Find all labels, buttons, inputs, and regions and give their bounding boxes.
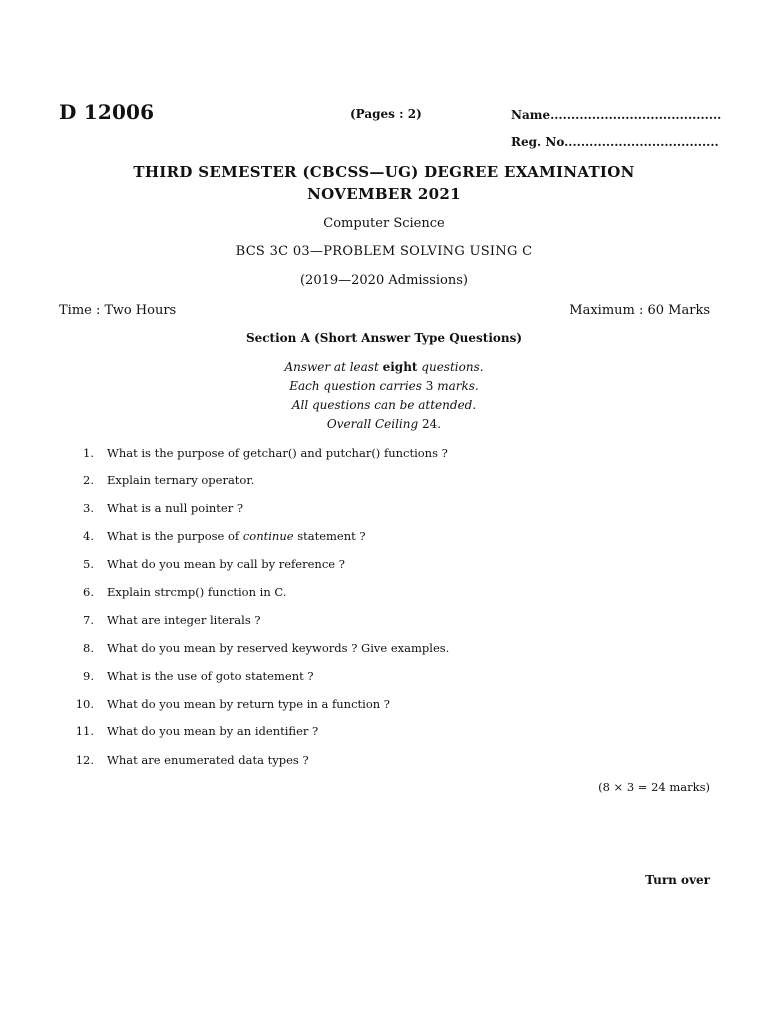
question-text: What is the use of goto statement ?: [107, 669, 314, 683]
instruction-emphasis: eight: [382, 360, 418, 374]
turn-over: Turn over: [645, 873, 710, 887]
question-text-part: statement ?: [297, 529, 366, 543]
question-number: 2.: [83, 473, 94, 487]
section-title: Section A (Short Answer Type Questions): [245, 331, 523, 345]
paper-title: BCS 3C 03—PROBLEM SOLVING USING C: [235, 244, 533, 259]
instruction-text: Answer at least: [284, 360, 379, 374]
exam-code: D 12006: [59, 100, 155, 124]
exam-month: NOVEMBER 2021: [307, 185, 461, 203]
section-marks: (8 × 3 = 24 marks): [598, 780, 710, 794]
instruction-text: Each question carries: [289, 379, 422, 393]
time-allowed: Time : Two Hours: [59, 303, 177, 318]
question-number: 5.: [83, 557, 94, 571]
instruction-text: Overall Ceiling: [326, 417, 419, 431]
question-text: Explain ternary operator.: [107, 473, 255, 487]
instruction-line: [0, 398, 768, 412]
question-text: What is the purpose of getchar() and putchar() functions ?: [107, 446, 448, 460]
instruction-line: [0, 417, 768, 431]
name-field: Name.........................................: [511, 108, 722, 122]
question-text-part: What is the purpose of: [107, 529, 240, 543]
admissions: (2019—2020 Admissions): [299, 273, 468, 288]
question-text: [107, 529, 366, 543]
question-number: 8.: [83, 641, 94, 655]
question-number: 1.: [83, 446, 94, 460]
question-text: What are integer literals ?: [107, 613, 261, 627]
instruction-line: [0, 360, 768, 374]
page-count: (Pages : 2): [350, 107, 422, 121]
question-number: 10.: [75, 697, 94, 711]
question-text: What is a null pointer ?: [107, 501, 244, 515]
question-text: What are enumerated data types ?: [107, 753, 309, 767]
question-keyword: continue: [242, 529, 294, 543]
instruction-text: questions.: [421, 360, 484, 374]
exam-title: THIRD SEMESTER (CBCSS—UG) DEGREE EXAMINATION: [133, 163, 635, 181]
question-number: 11.: [75, 724, 94, 738]
instruction-line: [0, 379, 768, 393]
question-text: What do you mean by reserved keywords ? Give examples.: [107, 641, 450, 655]
instruction-text: marks.: [437, 379, 479, 393]
instruction-number: 24.: [422, 417, 442, 431]
subject: Computer Science: [323, 216, 445, 231]
question-text: Explain strcmp() function in C.: [107, 585, 287, 599]
question-number: 9.: [83, 669, 94, 683]
question-number: 12.: [75, 753, 94, 767]
question-number: 4.: [83, 529, 94, 543]
question-text: What do you mean by call by reference ?: [107, 557, 345, 571]
instruction-text: All questions can be attended.: [291, 398, 477, 412]
question-text: What do you mean by an identifier ?: [107, 724, 319, 738]
question-number: 7.: [83, 613, 94, 627]
question-number: 3.: [83, 501, 94, 515]
reg-no-field: Reg. No.....................................: [511, 135, 719, 149]
question-number: 6.: [83, 585, 94, 599]
maximum-marks: Maximum : 60 Marks: [569, 303, 710, 318]
instruction-number: 3: [425, 379, 434, 393]
question-text: What do you mean by return type in a function ?: [107, 697, 390, 711]
